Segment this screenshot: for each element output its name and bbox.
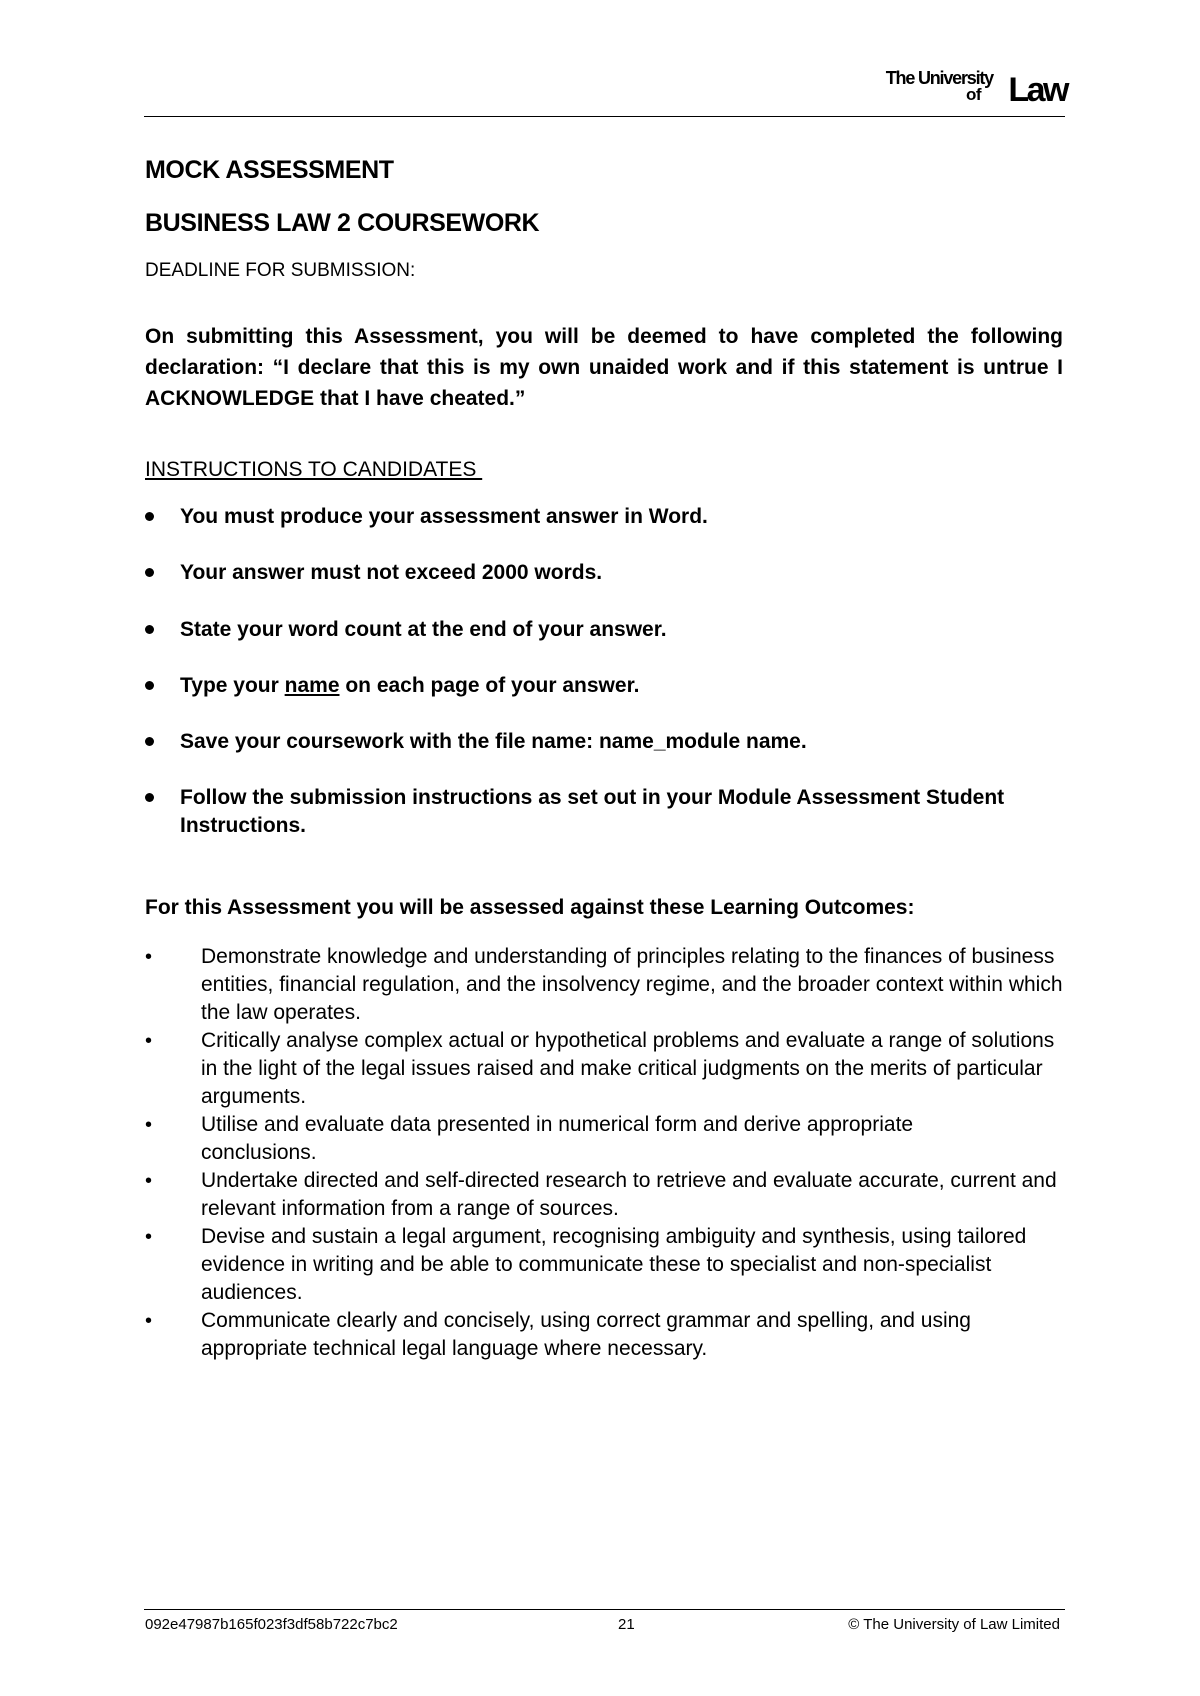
bullet-icon: •	[145, 946, 153, 968]
learning-outcomes-heading: For this Assessment you will be assessed against these Learning Outcomes:	[145, 896, 915, 919]
bullet-icon: •	[145, 1310, 153, 1332]
instruction-item	[145, 503, 1065, 531]
instruction-text: Follow the submission instructions as set out in your Module Assessment Student Instructions.	[180, 786, 1005, 837]
footer-divider	[144, 1609, 1065, 1610]
instruction-item	[145, 784, 1065, 840]
underlined-name-word: name	[284, 674, 340, 697]
learning-outcome-item	[145, 1307, 1065, 1363]
instruction-text: Save your coursework with the file name: name_module name.	[180, 730, 807, 753]
learning-outcome-text: Utilise and evaluate data presented in numerical form and derive appropriate conclusions.	[201, 1113, 914, 1164]
bullet-icon	[145, 512, 154, 521]
bullet-icon	[145, 568, 154, 577]
bullet-icon: •	[145, 1170, 153, 1192]
learning-outcomes-list	[145, 943, 1065, 1363]
document-title: MOCK ASSESSMENT	[145, 156, 394, 184]
instruction-text: Your answer must not exceed 2000 words.	[180, 561, 603, 584]
bullet-icon: •	[145, 1114, 153, 1136]
learning-outcome-item	[145, 1027, 1065, 1111]
footer-page-number: 21	[618, 1616, 635, 1633]
learning-outcome-text: Critically analyse complex actual or hypothetical problems and evaluate a range of solutions in the light of the legal issues raised and make critical judgments on the merits of particular arguments.	[201, 1029, 1055, 1108]
footer-document-id: 092e47987b165f023f3df58b722c7bc2	[145, 1616, 398, 1633]
bullet-icon	[145, 793, 154, 802]
instruction-item	[145, 616, 1065, 644]
header-divider	[144, 116, 1065, 117]
learning-outcome-item	[145, 943, 1065, 1027]
learning-outcome-item	[145, 1223, 1065, 1307]
footer-copyright: © The University of Law Limited	[848, 1616, 1060, 1633]
instruction-text-part: Type your	[180, 674, 285, 697]
instruction-item	[145, 559, 1065, 587]
bullet-icon	[145, 625, 154, 634]
instruction-item	[145, 728, 1065, 756]
learning-outcome-text: Communicate clearly and concisely, using correct grammar and spelling, and using appropriate technical legal language where necessary.	[201, 1309, 971, 1360]
logo-text-the-university: The University	[885, 68, 993, 88]
learning-outcome-text: Demonstrate knowledge and understanding of principles relating to the finances of business entities, financial regulation, and the insolvency regime, and the broader context within which the law operates.	[201, 945, 1063, 1024]
bullet-icon: •	[145, 1030, 153, 1052]
bullet-icon	[145, 681, 154, 690]
bullet-icon: •	[145, 1226, 153, 1248]
logo-text-law: Law	[1008, 71, 1067, 109]
learning-outcome-item	[145, 1111, 1065, 1167]
instruction-text	[180, 672, 1065, 700]
document-subtitle: BUSINESS LAW 2 COURSEWORK	[145, 209, 540, 237]
deadline-label: DEADLINE FOR SUBMISSION:	[145, 260, 416, 281]
instruction-text: You must produce your assessment answer in Word.	[180, 505, 708, 528]
learning-outcome-text: Devise and sustain a legal argument, recognising ambiguity and synthesis, using tailored evidence in writing and be able to communicate these to specialist and non-specialist audiences.	[201, 1225, 1027, 1304]
instruction-item	[145, 672, 1065, 700]
learning-outcome-text: Undertake directed and self-directed research to retrieve and evaluate accurate, current and relevant information from a range of sources.	[201, 1169, 1057, 1220]
instruction-text: State your word count at the end of your answer.	[180, 618, 667, 641]
declaration-paragraph: On submitting this Assessment, you will be deemed to have completed the following declaration: “I declare that this is my own unaided work and if this statement is untrue I ACKNOWLEDGE that I have cheated.”	[145, 325, 1063, 410]
learning-outcome-item	[145, 1167, 1065, 1223]
instruction-text-part: on each page of your answer.	[339, 674, 640, 697]
instructions-heading: INSTRUCTIONS TO CANDIDATES	[145, 458, 483, 481]
bullet-icon	[145, 737, 154, 746]
logo-text-of: of	[965, 85, 981, 104]
university-logo	[847, 62, 1067, 112]
